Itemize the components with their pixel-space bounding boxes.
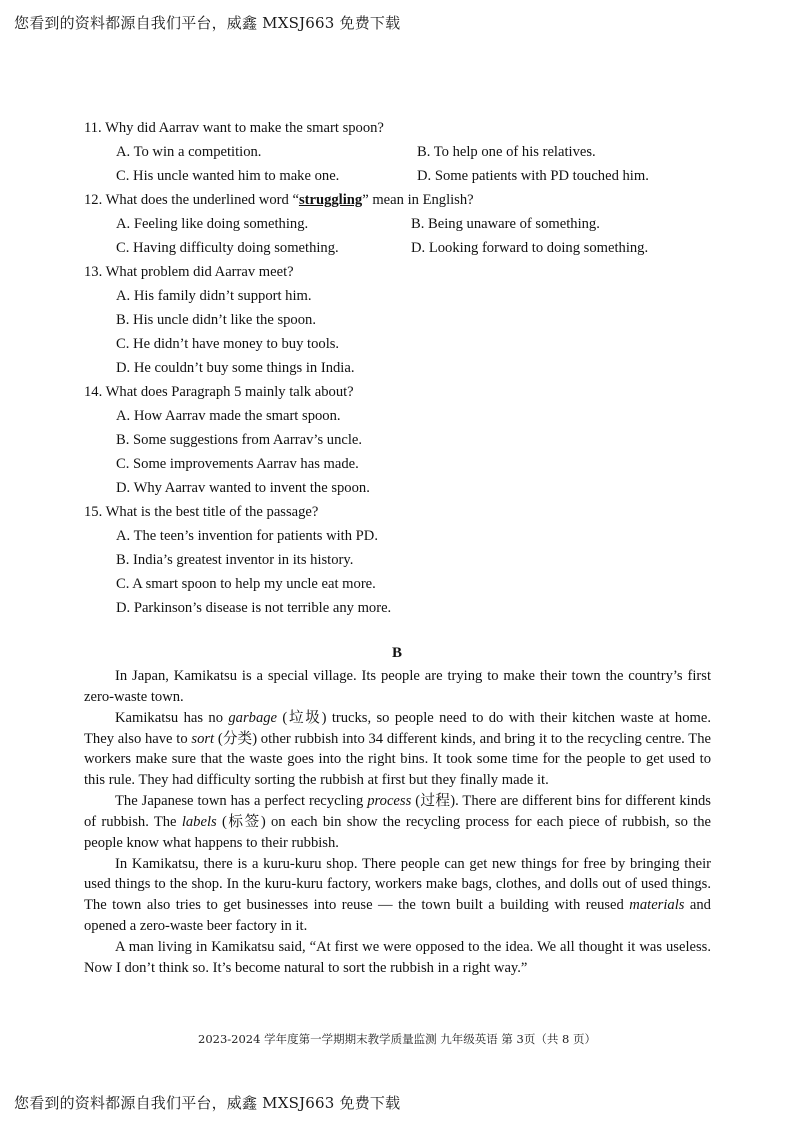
- question-12-stem: [84, 188, 724, 212]
- question-15-option-d: D. Parkinson’s disease is not terrible any more.: [116, 600, 392, 616]
- question-12-stem-after: ” mean in English?: [362, 192, 474, 208]
- question-14-option-c: C. Some improvements Aarrav has made.: [116, 456, 359, 472]
- question-12-options-row2: [84, 236, 724, 260]
- question-13-option-a-row: [84, 284, 724, 308]
- reading-passage-b: [84, 666, 711, 979]
- p4-term-materials: materials: [629, 897, 685, 914]
- question-11-option-a: A. To win a competition.: [116, 144, 262, 160]
- p2-term-sort: sort: [191, 730, 215, 747]
- question-15-option-b-row: [84, 548, 724, 572]
- question-12-option-c: C. Having difficulty doing something.: [116, 240, 339, 256]
- question-15-option-a: A. The teen’s invention for patients with PD.: [116, 528, 378, 544]
- question-13-option-c-row: [84, 332, 724, 356]
- passage-paragraph-2: [84, 708, 711, 791]
- question-11-stem: 11. Why did Aarrav want to make the smart spoon?: [84, 120, 384, 136]
- p3-text-3: (标签) on each bin show the recycling process for each piece of rubbish, so the people know what happens to their rubbish.: [84, 813, 711, 851]
- questions-section: [84, 116, 724, 620]
- question-14-option-d-row: [84, 476, 724, 500]
- question-14-option-b-row: [84, 428, 724, 452]
- question-15-stem: 15. What is the best title of the passage?: [84, 504, 319, 520]
- section-heading-b: B: [391, 645, 402, 661]
- question-13-option-d: D. He couldn’t buy some things in India.: [116, 360, 355, 376]
- question-15-option-c-row: [84, 572, 724, 596]
- question-14-option-b: B. Some suggestions from Aarrav’s uncle.: [116, 432, 363, 448]
- question-14-option-a: A. How Aarrav made the smart spoon.: [116, 408, 341, 424]
- question-11-options-row2: [84, 164, 724, 188]
- passage-paragraph-3: [84, 791, 711, 854]
- question-13-option-d-row: [84, 356, 724, 380]
- question-11-option-b: B. To help one of his relatives.: [417, 144, 596, 160]
- p3-text-2: (过程). There are different bins for different kinds of rubbish. The: [84, 793, 711, 830]
- p2-text-3: (分类) other rubbish into 34 different kinds, and bring it to the recycling centre. The workers make sure that the waste goes into the right bins. It took some time for the people to get used to this rule. They had difficulty sorting the rubbish at first but they finally made it.: [84, 730, 711, 789]
- question-11-options-row1: [84, 140, 724, 164]
- p2-text-2: (垃圾) trucks, so people need to do with their kitchen waste at home. They also have to: [84, 709, 711, 747]
- passage-paragraph-1: In Japan, Kamikatsu is a special village. Its people are trying to make their town the country’s first zero-waste town.: [84, 668, 711, 705]
- p2-term-garbage: garbage: [228, 709, 278, 726]
- question-11-option-c: C. His uncle wanted him to make one.: [116, 168, 340, 184]
- p3-text-1: The Japanese town has a perfect recycling: [115, 793, 368, 810]
- p4-text-1: In Kamikatsu, there is a kuru-kuru shop. There people can get new things for free by bringing their used things to the shop. In the kuru-kuru factory, workers make bags, clothes, and dolls out of used things. The town also tries to get businesses into reuse — the town built a building with reused: [84, 855, 711, 914]
- question-15-option-d-row: [84, 596, 724, 620]
- p2-text-1: Kamikatsu has no: [115, 709, 229, 726]
- question-12-option-b: B. Being unaware of something.: [411, 216, 600, 232]
- p4-text-2: and opened a zero-waste beer factory in it.: [84, 897, 711, 935]
- question-15-option-a-row: [84, 524, 724, 548]
- question-12-option-a: A. Feeling like doing something.: [116, 216, 309, 232]
- question-15-option-b: B. India’s greatest inventor in its history.: [116, 552, 354, 568]
- question-12-options-row1: [84, 212, 724, 236]
- question-13-option-b-row: [84, 308, 724, 332]
- watermark-banner-bottom: 您看到的资料都源自我们平台，威鑫 MXSJ663 免费下载: [14, 1094, 401, 1112]
- question-12-stem-before: 12. What does the underlined word “: [84, 192, 299, 208]
- underlined-word: struggling: [298, 192, 363, 208]
- passage-paragraph-4: [84, 854, 711, 937]
- passage-paragraph-5: A man living in Kamikatsu said, “At first we were opposed to the idea. We all thought it was useless. Now I don’t think so. It’s become natural to sort the rubbish in a right way.”: [84, 938, 711, 976]
- p3-term-process: process: [367, 793, 412, 810]
- question-13-option-a: A. His family didn’t support him.: [116, 288, 312, 304]
- question-14-option-a-row: [84, 404, 724, 428]
- watermark-banner-top: 您看到的资料都源自我们平台，威鑫 MXSJ663 免费下载: [14, 14, 401, 32]
- question-13-option-c: C. He didn’t have money to buy tools.: [116, 336, 340, 352]
- question-13-stem: 13. What problem did Aarrav meet?: [84, 264, 294, 280]
- p3-term-labels: labels: [181, 813, 217, 830]
- question-14-option-c-row: [84, 452, 724, 476]
- question-14-stem: 14. What does Paragraph 5 mainly talk about?: [84, 384, 354, 400]
- question-11-option-d: D. Some patients with PD touched him.: [417, 168, 649, 184]
- question-13-option-b: B. His uncle didn’t like the spoon.: [116, 312, 316, 328]
- page-footer: 2023-2024 学年度第一学期期末教学质量监测 九年级英语 第 3页（共 8 页）: [198, 1032, 596, 1046]
- question-12-option-d: D. Looking forward to doing something.: [411, 240, 649, 256]
- question-15-option-c: C. A smart spoon to help my uncle eat more.: [116, 576, 376, 592]
- question-14-option-d: D. Why Aarrav wanted to invent the spoon.: [116, 480, 370, 496]
